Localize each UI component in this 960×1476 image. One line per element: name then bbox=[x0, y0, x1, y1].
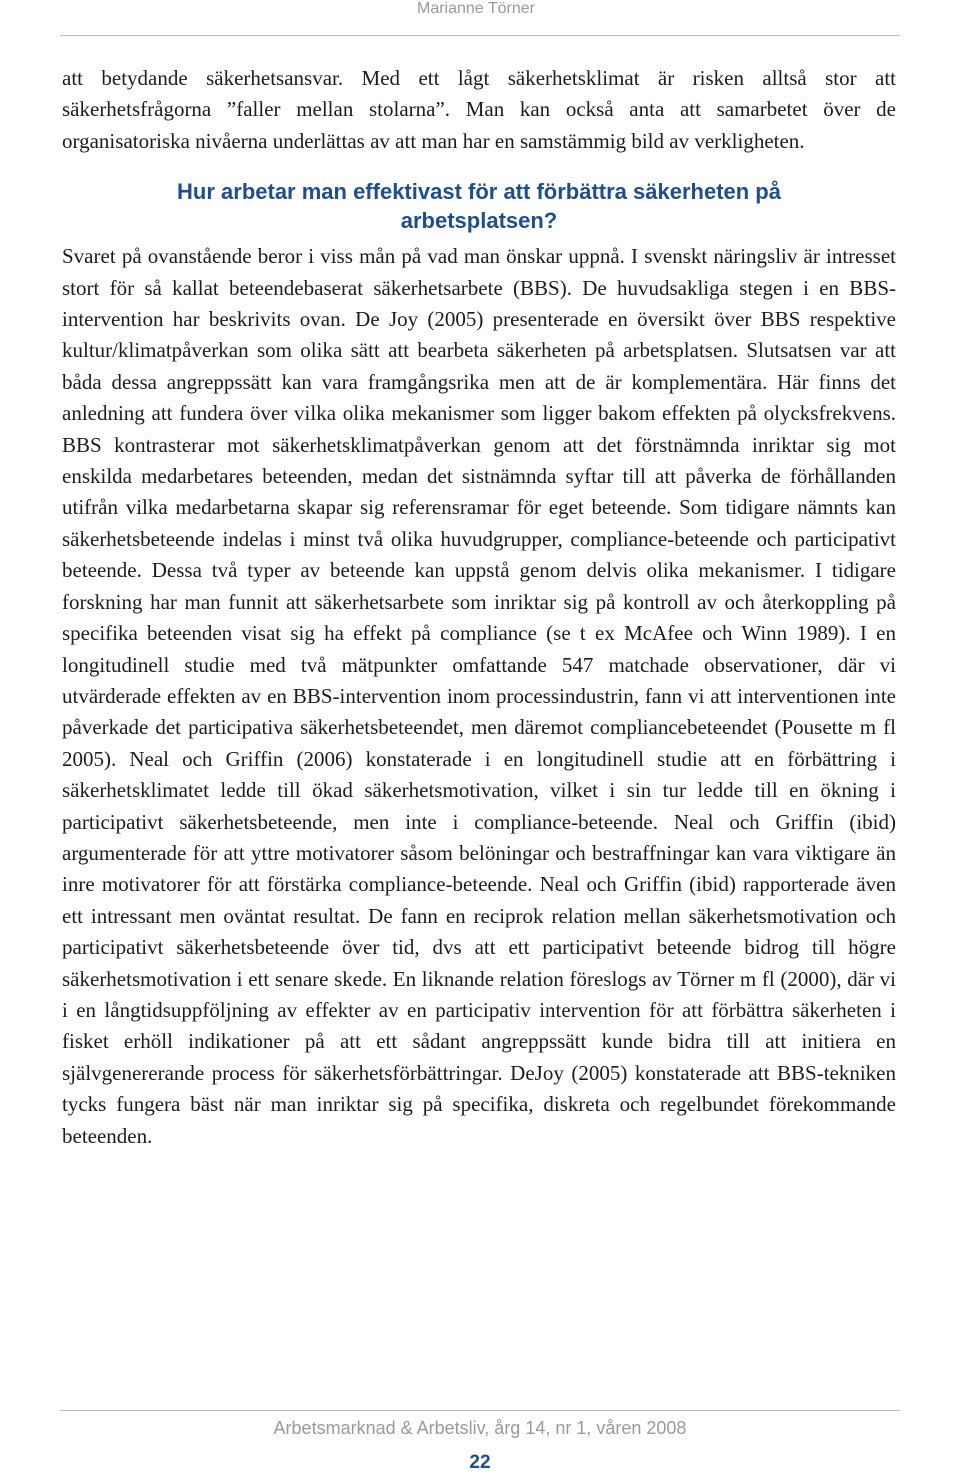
header-divider bbox=[60, 35, 900, 36]
article-body bbox=[62, 63, 896, 1152]
paragraph: Svaret på ovanstående beror i viss mån på vad man önskar uppnå. I svenskt näringsliv är intresset stort för så kallat beteendebaserat säkerhetsarbete (BBS). De huvudsakliga stegen i en BBS-intervention har beskrivits ovan. De Joy (2005) presenterade en översikt över BBS respektive kultur/klimatpåverkan som olika sätt att bearbeta säkerheten på arbetsplatsen. Slutsatsen var att båda dessa angreppssätt kan vara framgångsrika men att de är komplementära. Här finns det anledning att fundera över vilka olika mekanismer som ligger bakom effekten på olycksfrekvens. BBS kontrasterar mot säkerhetsklimatpåverkan genom att det förstnämnda inriktar sig mot enskilda medarbetares beteenden, medan det sistnämnda syftar till att påverka de förhållanden utifrån vilka medarbetarna skapar sig referensramar för eget beteende. Som tidigare nämnts kan säkerhetsbeteende indelas i minst två olika huvudgrupper, compliance-beteende och participativt beteende. Dessa två typer av beteende kan uppstå genom delvis olika mekanismer. I tidigare forskning har man funnit att säkerhetsarbete som inriktar sig på kontroll av och återkoppling på specifika beteenden visat sig ha effekt på compliance (se t ex McAfee och Winn 1989). I en longitudinell studie med två mätpunkter omfattande 547 matchade observationer, där vi utvärderade effekten av en BBS-intervention inom processindustrin, fann vi att interventionen inte påverkade det participativa säkerhetsbeteendet, men däremot compliancebeteendet (Pousette m fl 2005). Neal och Griffin (2006) konstaterade i en longitudinell studie att en förbättring i säkerhetsklimatet ledde till ökad säkerhetsmotivation, vilket i sin tur ledde till en ökning i participativt säkerhetsbeteende, men inte i compliance-beteende. Neal och Griffin (ibid) argumenterade för att yttre motivatorer såsom belöningar och bestraffningar kan vara viktigare än inre motivatorer för att förstärka compliance-beteende. Neal och Griffin (ibid) rapporterade även ett intressant men oväntat resultat. De fann en reciprok relation mellan säkerhetsmotivation och participativt säkerhetsbeteende över tid, dvs att ett participativt beteende bidrog till högre säkerhetsmotivation i ett senare skede. En liknande relation föreslogs av Törner m fl (2000), där vi i en långtidsuppföljning av effekter av en participativ intervention för att förbättra säkerheten i fisket erhöll indikationer på att ett sådant angreppssätt kunde bidra till att initiera en självgenererande process för säkerhetsförbättringar. DeJoy (2005) konstaterade att BBS-tekniken tycks fungera bäst när man inriktar sig på specifika, diskreta och regelbundet förekommande beteenden. bbox=[62, 244, 896, 1148]
running-head-author: Marianne Törner bbox=[417, 0, 535, 17]
paragraph: att betydande säkerhetsansvar. Med ett lågt säkerhetsklimat är risken alltså stor att säkerhetsfrågorna ”faller mellan stolarna”. Man kan också anta att samarbetet över de organisatoriska nivåerna underlättas av att man har en samstämmig bild av verkligheten. bbox=[62, 66, 896, 153]
footer-divider bbox=[60, 1410, 900, 1411]
journal-citation: Arbetsmarknad & Arbetsliv, årg 14, nr 1, våren 2008 bbox=[273, 1418, 687, 1438]
section-heading: Hur arbetar man effektivast för att förbättra säkerheten på arbetsplatsen? bbox=[177, 179, 781, 234]
page-number: 22 bbox=[469, 1452, 491, 1473]
